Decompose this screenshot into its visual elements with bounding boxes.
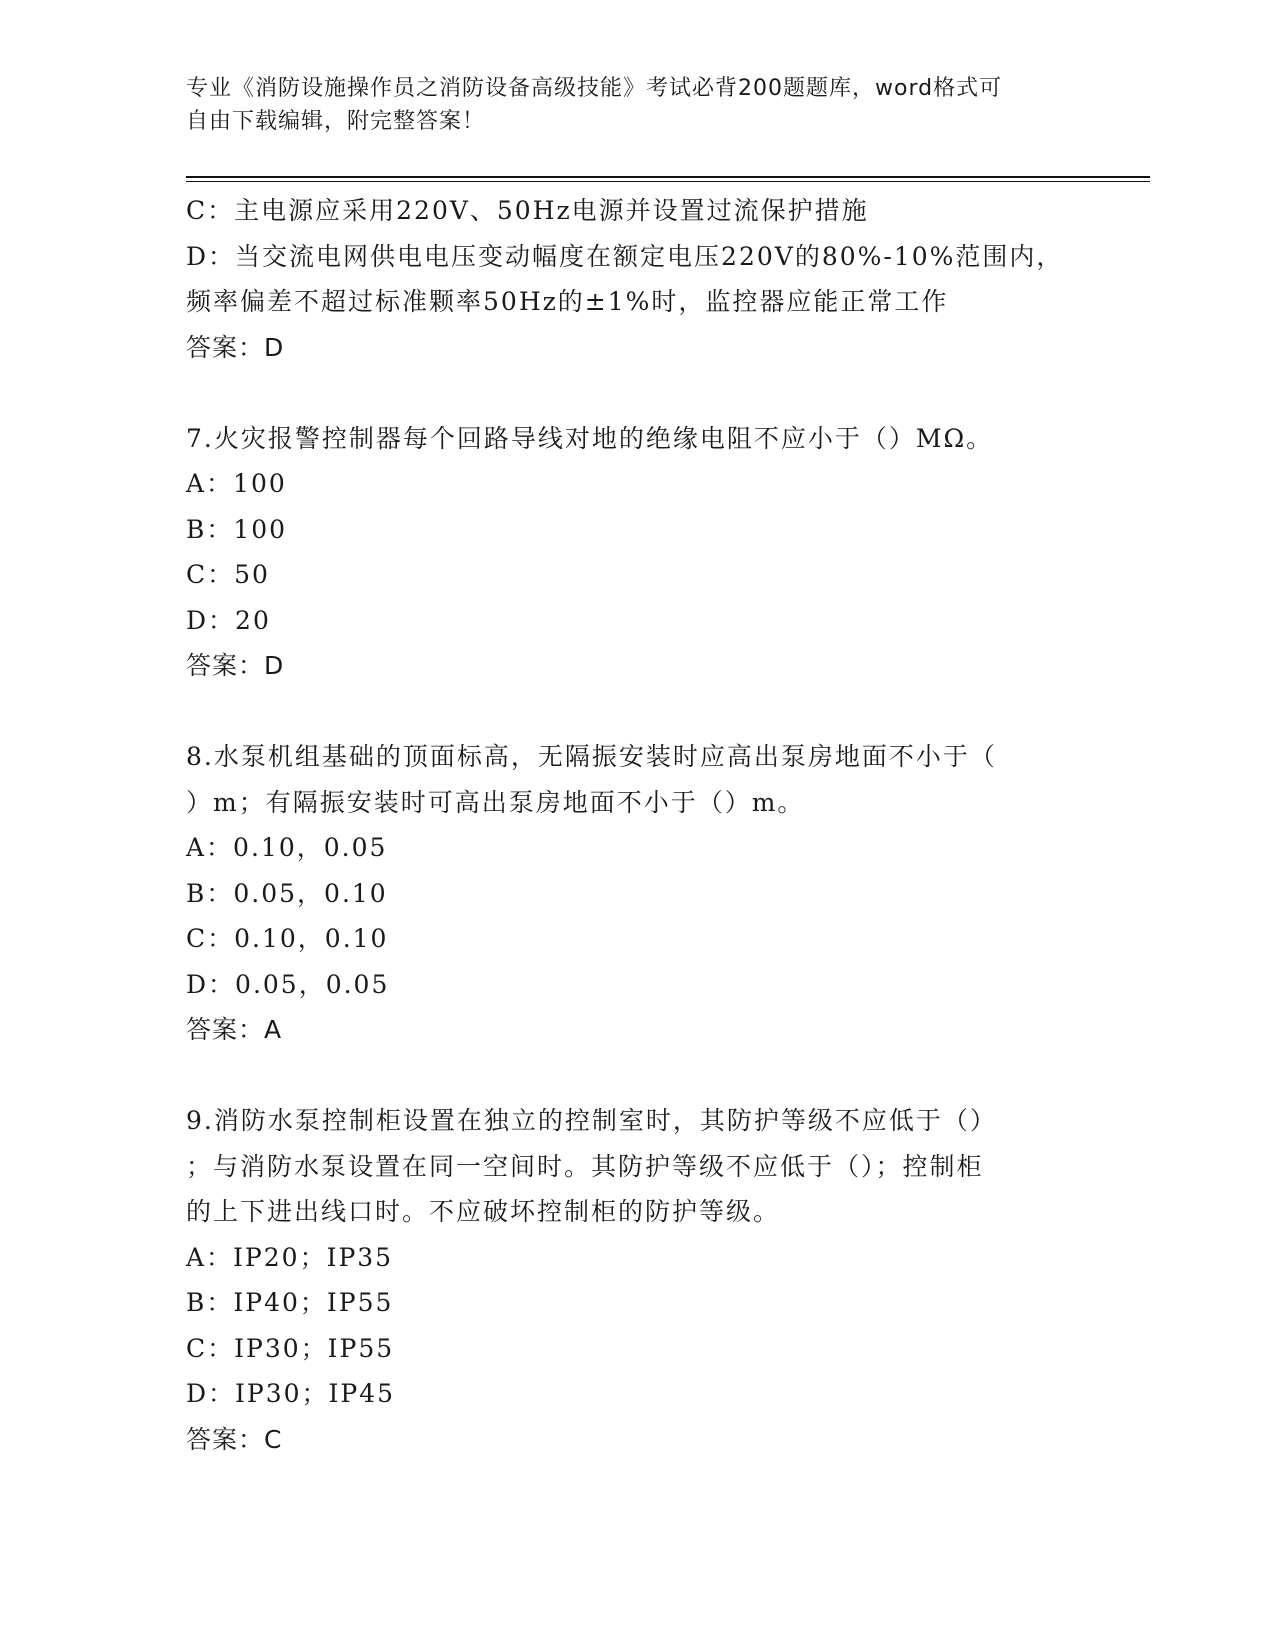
question-stem-line-1: 8.水泵机组基础的顶面标高，无隔振安装时应高出泵房地面不小于（	[186, 742, 997, 771]
question-list	[186, 188, 1066, 1462]
option-d-line-2: 频率偏差不超过标准颗率50Hz的±1%时，监控器应能正常工作	[186, 287, 949, 316]
option-d-line-1: D：当交流电网供电电压变动幅度在额定电压220V的80%-10%范围内，	[186, 241, 1064, 271]
option-c: C：0.10，0.10	[186, 924, 389, 953]
answer: 答案：D	[186, 651, 285, 680]
option-d: D：0.05，0.05	[186, 969, 390, 999]
option-b: B：0.05，0.10	[186, 878, 388, 908]
header-divider-thin	[186, 181, 1150, 182]
question-stem-line-2: ）m；有隔振安装时可高出泵房地面不小于（）m。	[186, 787, 805, 817]
option-b: B：IP40；IP55	[186, 1288, 394, 1317]
option-a: A：IP20；IP35	[186, 1242, 394, 1272]
header-divider-thick	[186, 176, 1150, 178]
option-c: C：主电源应采用220V、50Hz电源并设置过流保护措施	[186, 196, 869, 225]
spacer	[186, 1053, 1066, 1099]
option-c: C：IP30；IP55	[186, 1333, 395, 1363]
option-a: A：100	[186, 469, 287, 498]
option-c: C：50	[186, 560, 270, 589]
question-9	[186, 1098, 1066, 1462]
answer: 答案：C	[186, 1424, 283, 1454]
option-d: D：20	[186, 605, 271, 635]
question-stem-line-2: ；与消防水泵设置在同一空间时。其防护等级不应低于（）；控制柜	[186, 1151, 984, 1181]
spacer	[186, 689, 1066, 735]
header-title-line-2: 自由下载编辑，附完整答案！	[186, 109, 486, 134]
answer: 答案：D	[186, 332, 285, 362]
document-header	[186, 72, 1066, 138]
option-b: B：100	[186, 514, 288, 544]
question-stem-line-1: 9.消防水泵控制柜设置在独立的控制室时，其防护等级不应低于（）	[186, 1106, 997, 1135]
answer: 答案：A	[186, 1015, 283, 1044]
option-a: A：0.10，0.05	[186, 833, 388, 862]
question-8	[186, 734, 1066, 1053]
header-title-line-1: 专业《消防设施操作员之消防设备高级技能》考试必背200题题库，word格式可	[186, 76, 1003, 101]
question-stem: 7.火灾报警控制器每个回路导线对地的绝缘电阻不应小于（）MΩ。	[186, 423, 994, 453]
question-6-continuation	[186, 188, 1066, 370]
question-7	[186, 416, 1066, 689]
option-d: D：IP30；IP45	[186, 1379, 396, 1408]
question-stem-line-3: 的上下进出线口时。不应破坏控制柜的防护等级。	[186, 1197, 781, 1226]
spacer	[186, 370, 1066, 416]
